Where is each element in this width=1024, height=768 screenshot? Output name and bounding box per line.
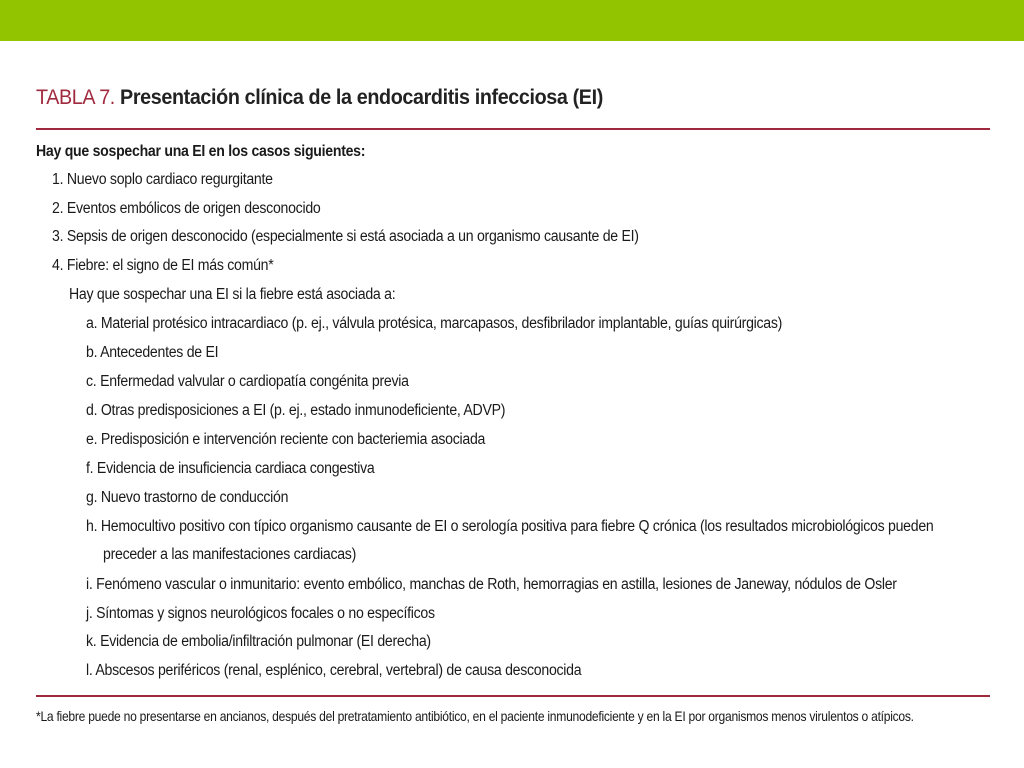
- sub-item-k: k. Evidencia de embolia/infiltración pulmonar (EI derecha): [86, 633, 431, 650]
- sub-item-h-continuation: preceder a las manifestaciones cardiacas): [103, 546, 357, 563]
- list-item-2: 2. Eventos embólicos de origen desconocido: [52, 200, 321, 217]
- top-accent-bar: [0, 0, 1024, 41]
- sub-item-c: c. Enfermedad valvular o cardiopatía congénita previa: [86, 373, 409, 390]
- table-title: [36, 86, 603, 110]
- list-item-3: 3. Sepsis de origen desconocido (especialmente si está asociada a un organismo causante de EI): [52, 228, 639, 245]
- sub-item-d: d. Otras predisposiciones a EI (p. ej., estado inmunodeficiente, ADVP): [86, 402, 506, 419]
- sub-item-l: l. Abscesos periféricos (renal, esplénico, cerebral, vertebral) de causa desconocida: [86, 662, 582, 679]
- sub-heading: Hay que sospechar una EI si la fiebre está asociada a:: [69, 286, 396, 303]
- table-title-text: Presentación clínica de la endocarditis infecciosa (EI): [120, 86, 603, 109]
- sub-item-j: j. Síntomas y signos neurológicos focales o no específicos: [86, 605, 435, 622]
- sub-item-e: e. Predisposición e intervención reciente con bacteriemia asociada: [86, 431, 486, 448]
- top-divider: [36, 128, 990, 130]
- sub-item-h: h. Hemocultivo positivo con típico organismo causante de EI o serología positiva para fiebre Q crónica (los resultados microbiológicos pueden: [86, 518, 934, 535]
- sub-item-b: b. Antecedentes de EI: [86, 344, 219, 361]
- list-item-4: 4. Fiebre: el signo de EI más común*: [52, 257, 274, 274]
- sub-item-a: a. Material protésico intracardiaco (p. ej., válvula protésica, marcapasos, desfibrilador implantable, guías quirúrgicas): [86, 315, 783, 332]
- section-heading: Hay que sospechar una EI en los casos siguientes:: [36, 143, 366, 160]
- sub-item-g: g. Nuevo trastorno de conducción: [86, 489, 289, 506]
- footnote: *La fiebre puede no presentarse en ancianos, después del pretratamiento antibiótico, en el paciente inmunodeficiente y en la EI por organismos menos virulentos o atípicos.: [36, 709, 914, 724]
- sub-item-i: i. Fenómeno vascular o inmunitario: evento embólico, manchas de Roth, hemorragias en astilla, lesiones de Janeway, nódulos de Osler: [86, 576, 897, 593]
- sub-item-f: f. Evidencia de insuficiencia cardiaca congestiva: [86, 460, 375, 477]
- bottom-divider: [36, 695, 990, 697]
- table-title-prefix: TABLA 7.: [36, 86, 115, 109]
- list-item-1: 1. Nuevo soplo cardiaco regurgitante: [52, 171, 273, 188]
